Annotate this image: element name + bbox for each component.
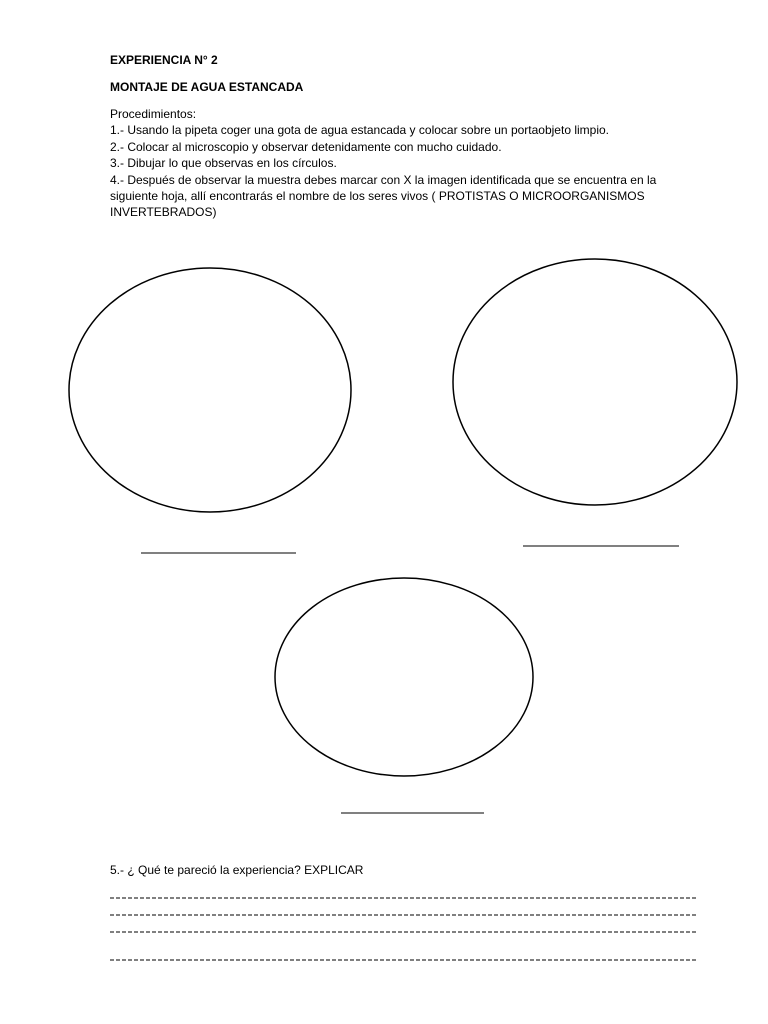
- drawing-circle-3[interactable]: [275, 578, 533, 776]
- procedure-step-4-continued: siguiente hoja, allí encontrarás el nombre de los seres vivos ( PROTISTAS O MICROORGANISMOS: [110, 189, 645, 204]
- procedure-step-4: 4.- Después de observar la muestra debes marcar con X la imagen identificada que se encuentra en la: [110, 172, 657, 187]
- procedures-heading: Procedimientos:: [110, 107, 197, 121]
- procedure-step-3: 3.- Dibujar lo que observas en los círculos.: [110, 156, 337, 171]
- procedure-step-4-end: INVERTEBRADOS): [110, 205, 217, 220]
- document-title: EXPERIENCIA N° 2: [110, 53, 218, 67]
- answer-lines[interactable]: [110, 890, 698, 970]
- procedure-step-2: 2.- Colocar al microscopio y observar detenidamente con mucho cuidado.: [110, 139, 502, 154]
- drawing-circle-2[interactable]: [453, 259, 737, 505]
- question-text: 5.- ¿ Qué te pareció la experiencia? EXPLICAR: [110, 863, 364, 877]
- procedure-step-1: 1.- Usando la pipeta coger una gota de agua estancada y colocar sobre un portaobjeto limpio.: [110, 123, 609, 138]
- drawing-circle-1[interactable]: [69, 268, 351, 512]
- document-subtitle: MONTAJE DE AGUA ESTANCADA: [110, 80, 304, 94]
